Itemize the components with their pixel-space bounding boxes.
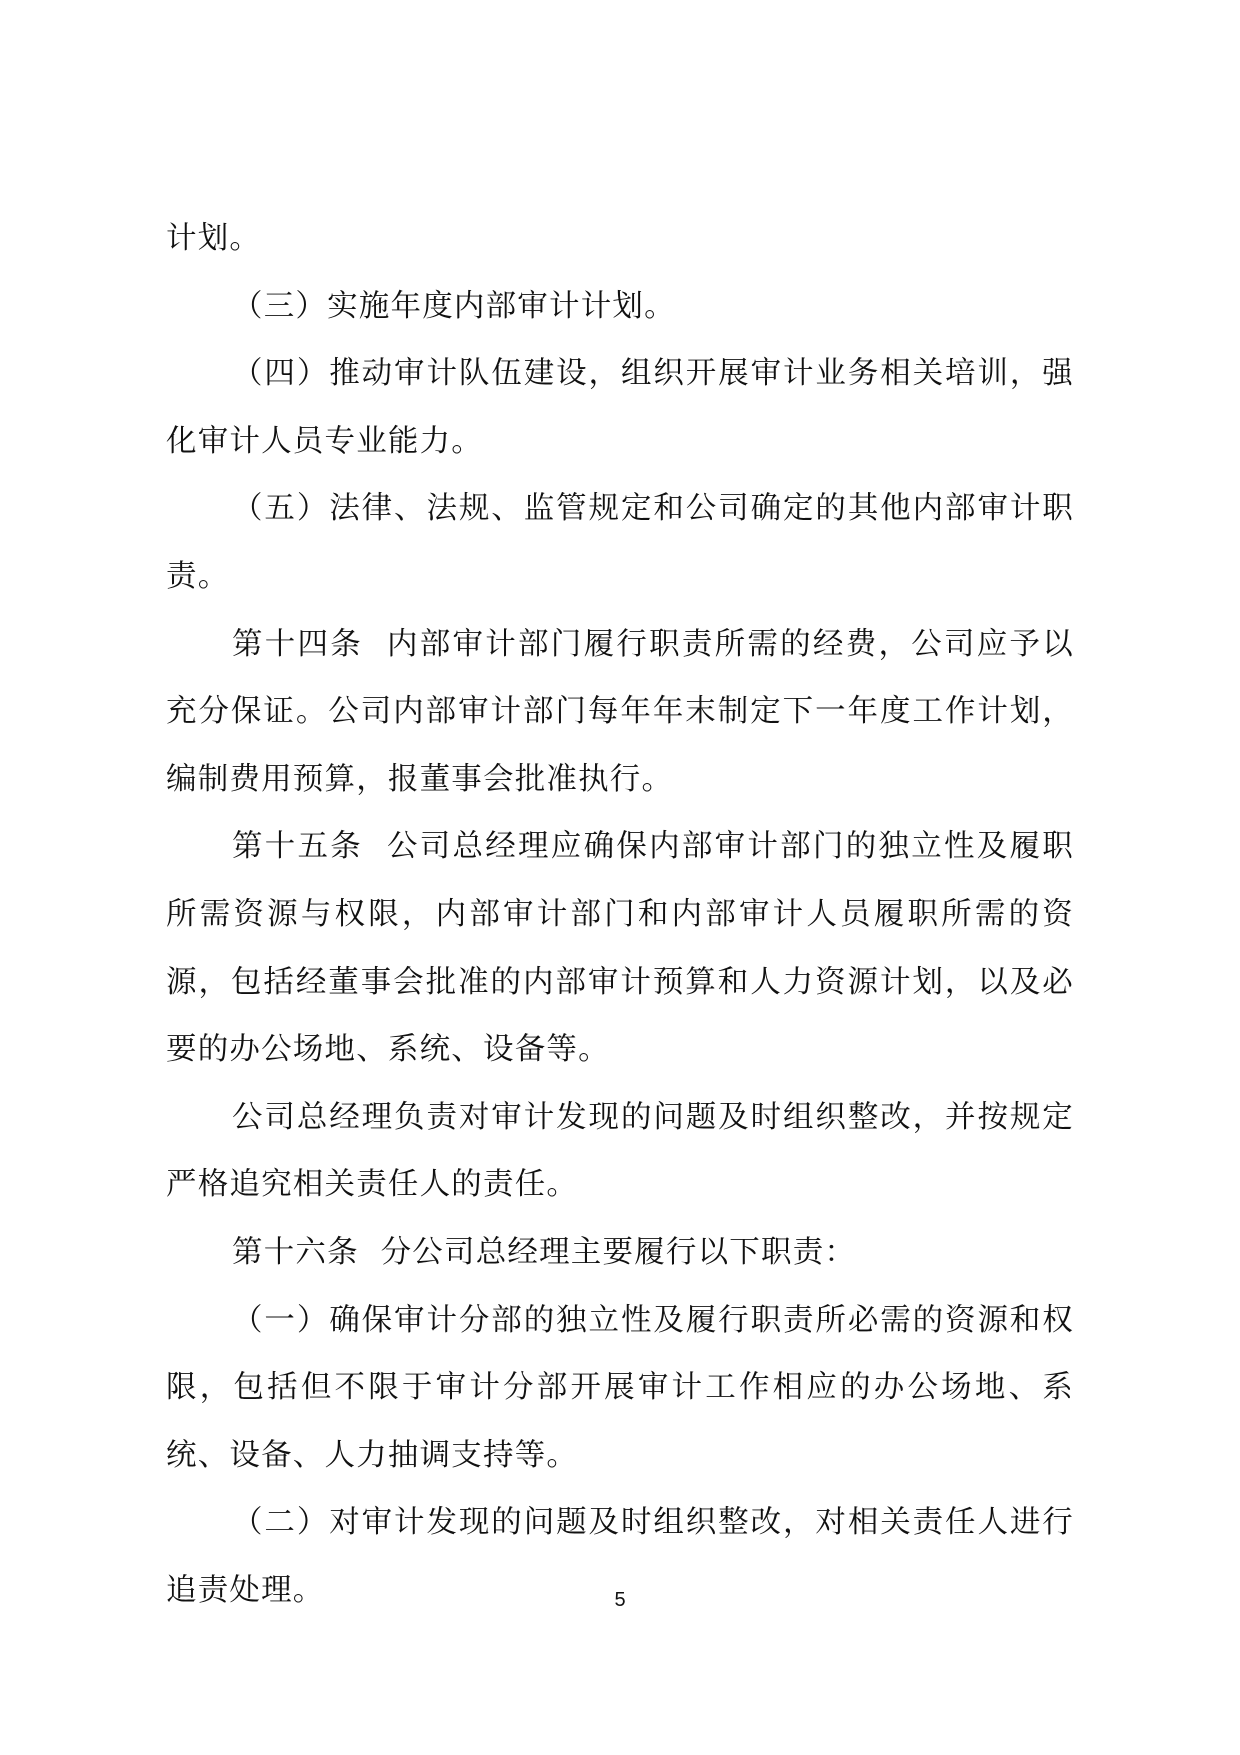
- paragraph-item-4: （四）推动审计队伍建设，组织开展审计业务相关培训，强化审计人员专业能力。: [166, 356, 1074, 459]
- paragraph-article-16-item-2: （二）对审计发现的问题及时组织整改，对相关责任人进行追责处理。: [166, 1505, 1074, 1608]
- paragraph-article-16: 第十六条 分公司总经理主要履行以下职责：: [232, 1234, 857, 1270]
- paragraph-article-14: 第十四条 内部审计部门履行职责所需的经费，公司应予以充分保证。公司内部审计部门每年年末制定下一年度工作计划，编制费用预算，报董事会批准执行。: [166, 626, 1074, 797]
- paragraph-article-15: 第十五条 公司总经理应确保内部审计部门的独立性及履职所需资源与权限，内部审计部门和内部审计人员履职所需的资源，包括经董事会批准的内部审计预算和人力资源计划，以及必要的办公场地、系统、设备等。: [166, 829, 1074, 1068]
- paragraph-item-3: （三）实施年度内部审计计划。: [232, 288, 676, 324]
- paragraph-article-15-cont: 公司总经理负责对审计发现的问题及时组织整改，并按规定严格追究相关责任人的责任。: [166, 1099, 1074, 1203]
- paragraph-continuation: 计划。: [166, 221, 262, 256]
- document-body: [166, 205, 1074, 1624]
- paragraph-item-5: （五）法律、法规、监管规定和公司确定的其他内部审计职责。: [166, 491, 1074, 594]
- page-number: 5: [614, 1589, 626, 1611]
- paragraph-article-16-item-1: （一）确保审计分部的独立性及履行职责所必需的资源和权限，包括但不限于审计分部开展审计工作相应的办公场地、系统、设备、人力抽调支持等。: [166, 1302, 1074, 1473]
